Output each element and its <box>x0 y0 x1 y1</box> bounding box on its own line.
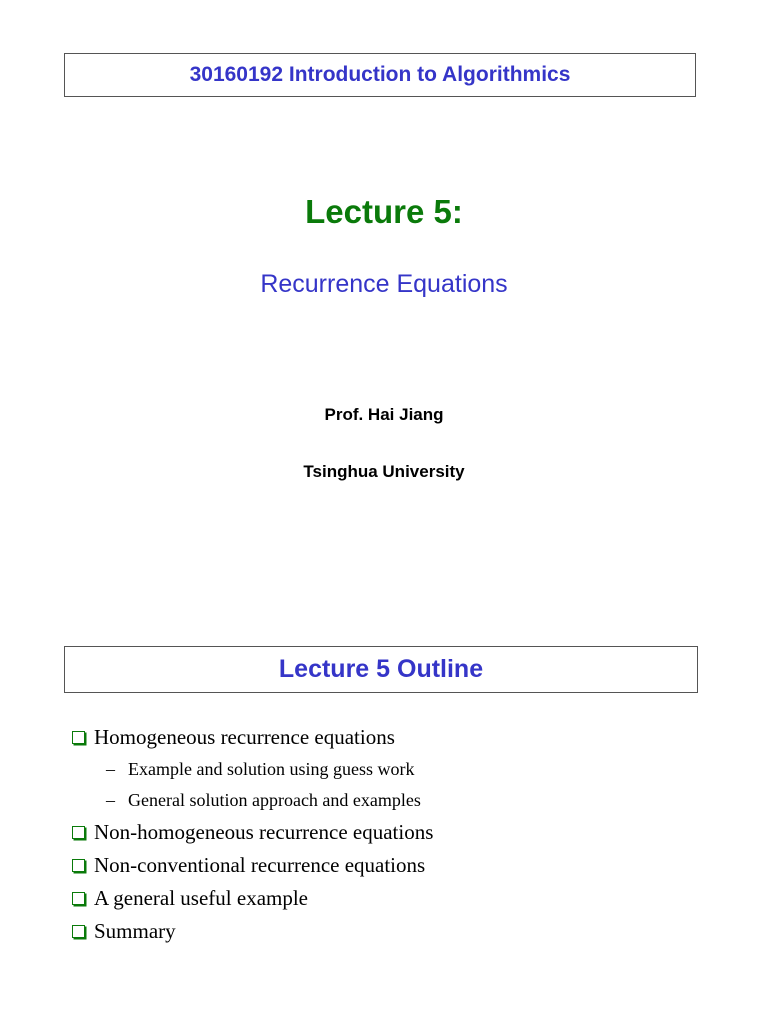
course-title: 30160192 Introduction to Algorithmics <box>189 63 571 86</box>
list-item-label: A general useful example <box>94 886 308 910</box>
sub-list-item-label: Example and solution using guess work <box>128 759 415 779</box>
outline-list <box>72 721 692 948</box>
list-item-label: Non-homogeneous recurrence equations <box>94 820 434 844</box>
list-item-label: Homogeneous recurrence equations <box>94 725 395 749</box>
author-affiliation: Tsinghua University <box>303 462 465 481</box>
lecture-title: Lecture 5: <box>305 193 463 230</box>
sub-list-item <box>72 754 692 785</box>
list-item <box>72 721 692 754</box>
list-item <box>72 882 692 915</box>
checkbox-icon <box>72 826 85 839</box>
checkbox-icon <box>72 925 85 938</box>
list-item <box>72 816 692 849</box>
sub-list-item <box>72 785 692 816</box>
dash-icon: – <box>106 759 115 779</box>
list-item-label: Non-conventional recurrence equations <box>94 853 426 877</box>
sub-list-item-label: General solution approach and examples <box>128 790 421 810</box>
author-name: Prof. Hai Jiang <box>324 405 444 424</box>
course-header-box <box>64 53 696 97</box>
list-item <box>72 849 692 882</box>
checkbox-icon <box>72 731 85 744</box>
checkbox-icon <box>72 859 85 872</box>
list-item-label: Summary <box>94 919 176 943</box>
outline-title: Lecture 5 Outline <box>278 655 484 683</box>
lecture-subtitle: Recurrence Equations <box>260 270 508 298</box>
list-item <box>72 915 692 948</box>
outline-header-box <box>64 646 698 693</box>
dash-icon: – <box>106 790 115 810</box>
checkbox-icon <box>72 892 85 905</box>
